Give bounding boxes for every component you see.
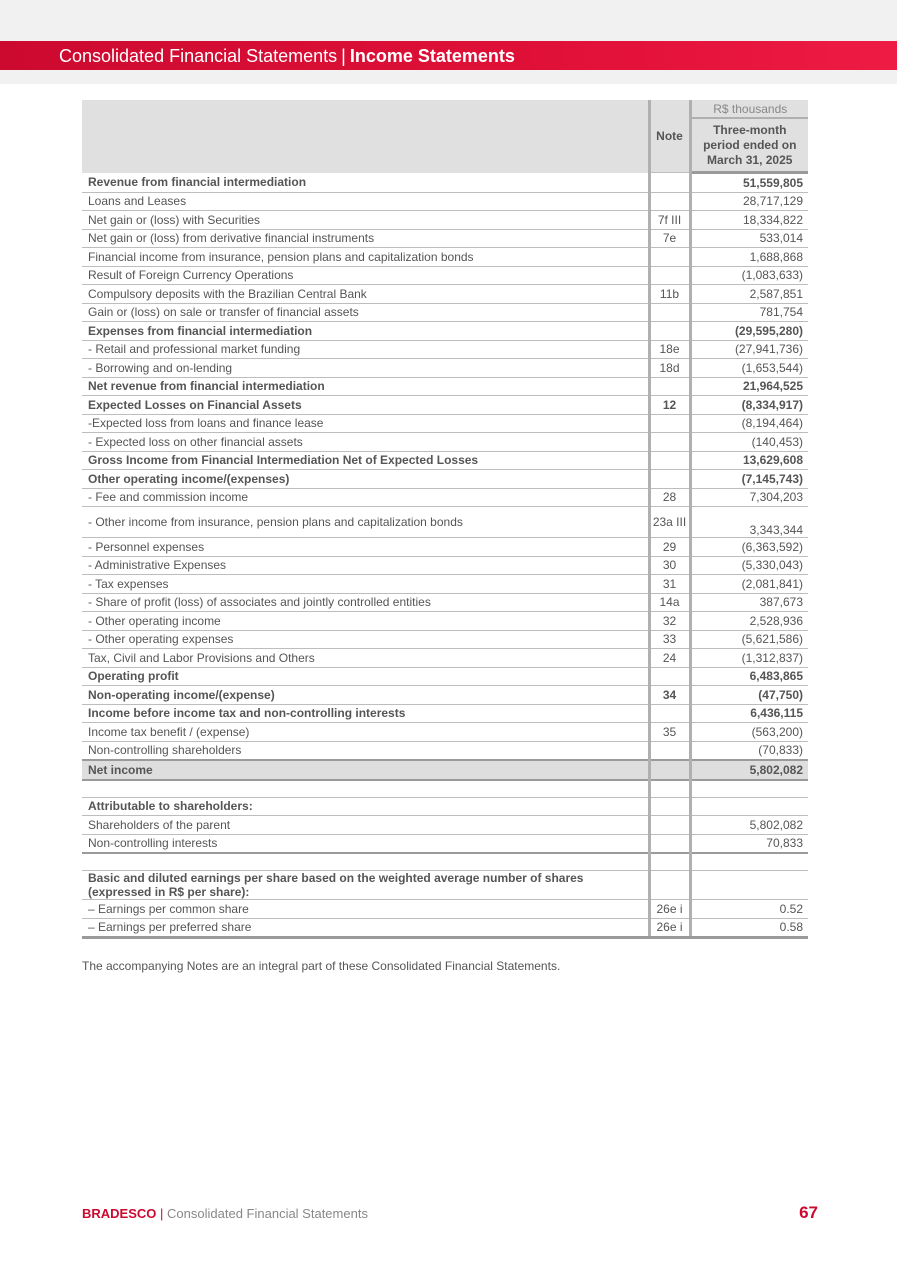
row-note: 23a III: [649, 507, 690, 538]
table-row: [82, 303, 808, 322]
row-value: [690, 797, 808, 816]
row-label: – Earnings per preferred share: [82, 918, 649, 938]
row-value: (70,833): [690, 741, 808, 760]
row-label: - Fee and commission income: [82, 488, 649, 507]
row-note: 26e i: [649, 918, 690, 938]
income-statement-table: [82, 100, 808, 939]
row-value: 6,436,115: [690, 704, 808, 723]
table-row: [82, 192, 808, 211]
table-row: [82, 451, 808, 470]
row-value: 2,528,936: [690, 612, 808, 631]
row-note: 34: [649, 686, 690, 705]
row-label: Result of Foreign Currency Operations: [82, 266, 649, 285]
row-note: 35: [649, 723, 690, 742]
page-number: 67: [799, 1203, 818, 1222]
spacer-row: [82, 853, 808, 871]
row-value: 5,802,082: [690, 760, 808, 780]
table-row: [82, 248, 808, 267]
row-note: [649, 470, 690, 489]
table-row: [82, 575, 808, 594]
row-value: (6,363,592): [690, 538, 808, 557]
table-row: [82, 340, 808, 359]
row-value: (1,312,837): [690, 649, 808, 668]
row-label: - Other income from insurance, pension plans and capitalization bonds: [82, 507, 649, 538]
row-value: 6,483,865: [690, 667, 808, 686]
row-label: Financial income from insurance, pension plans and capitalization bonds: [82, 248, 649, 267]
row-note: [649, 704, 690, 723]
row-note: 12: [649, 396, 690, 415]
row-label: - Other operating income: [82, 612, 649, 631]
row-note: [649, 173, 690, 193]
header-bar: [0, 41, 897, 70]
row-label: Loans and Leases: [82, 192, 649, 211]
table-row: [82, 556, 808, 575]
row-value: 387,673: [690, 593, 808, 612]
row-value: (8,194,464): [690, 414, 808, 433]
row-value: (27,941,736): [690, 340, 808, 359]
row-note: 33: [649, 630, 690, 649]
unit-label: R$ thousands: [690, 100, 808, 118]
row-label: - Share of profit (loss) of associates and jointly controlled entities: [82, 593, 649, 612]
row-label: Non-controlling interests: [82, 834, 649, 853]
row-label: Shareholders of the parent: [82, 816, 649, 835]
row-value: (5,621,586): [690, 630, 808, 649]
table-row: [82, 871, 808, 900]
row-label: Income tax benefit / (expense): [82, 723, 649, 742]
row-note: 24: [649, 649, 690, 668]
row-note: [649, 414, 690, 433]
row-label: Other operating income/(expenses): [82, 470, 649, 489]
row-value: 0.58: [690, 918, 808, 938]
row-label: Basic and diluted earnings per share based on the weighted average number of shares (expressed in R$ per share):: [82, 871, 649, 900]
header-separator: |: [341, 46, 346, 66]
footer-text: Consolidated Financial Statements: [167, 1206, 368, 1221]
row-note: 32: [649, 612, 690, 631]
table-row: [82, 173, 808, 193]
header-section: Consolidated Financial Statements: [59, 46, 338, 66]
row-value: (47,750): [690, 686, 808, 705]
page-header: [59, 46, 515, 66]
row-value: 51,559,805: [690, 173, 808, 193]
row-note: [649, 741, 690, 760]
header-title: Income Statements: [349, 46, 515, 66]
row-note: 29: [649, 538, 690, 557]
table-row: [82, 649, 808, 668]
row-note: 11b: [649, 285, 690, 304]
header-blank: [82, 100, 649, 173]
row-note: [649, 871, 690, 900]
row-label: - Expected loss on other financial assets: [82, 433, 649, 452]
table-row: [82, 593, 808, 612]
row-label: Non-operating income/(expense): [82, 686, 649, 705]
row-value: 5,802,082: [690, 816, 808, 835]
row-note: [649, 433, 690, 452]
row-note: [649, 451, 690, 470]
row-note: 26e i: [649, 900, 690, 919]
row-value: (2,081,841): [690, 575, 808, 594]
row-label: Compulsory deposits with the Brazilian Central Bank: [82, 285, 649, 304]
table-row: [82, 816, 808, 835]
row-note: [649, 834, 690, 853]
row-value: 781,754: [690, 303, 808, 322]
row-value: 13,629,608: [690, 451, 808, 470]
table-row: [82, 630, 808, 649]
table-row: [82, 322, 808, 341]
row-value: (29,595,280): [690, 322, 808, 341]
table-row: [82, 285, 808, 304]
row-note: 7f III: [649, 211, 690, 230]
row-label: Income before income tax and non-controlling interests: [82, 704, 649, 723]
row-value: 3,343,344: [690, 507, 808, 538]
row-label: - Administrative Expenses: [82, 556, 649, 575]
table-row: [82, 470, 808, 489]
row-note: [649, 303, 690, 322]
table-row: [82, 377, 808, 396]
row-note: 31: [649, 575, 690, 594]
table-row: [82, 507, 808, 538]
table-row: [82, 704, 808, 723]
row-value: 70,833: [690, 834, 808, 853]
table-row: [82, 359, 808, 378]
row-label: Expenses from financial intermediation: [82, 322, 649, 341]
row-label: Net gain or (loss) from derivative financial instruments: [82, 229, 649, 248]
row-label: Expected Losses on Financial Assets: [82, 396, 649, 415]
table-row: [82, 211, 808, 230]
row-value: [690, 871, 808, 900]
footer-separator: |: [160, 1206, 164, 1221]
net-income-row: [82, 760, 808, 780]
footer-brand: BRADESCO: [82, 1206, 157, 1221]
row-value: (7,145,743): [690, 470, 808, 489]
row-note: [649, 322, 690, 341]
row-note: 18d: [649, 359, 690, 378]
row-note: 7e: [649, 229, 690, 248]
row-note: 30: [649, 556, 690, 575]
table-row: [82, 723, 808, 742]
row-label: - Personnel expenses: [82, 538, 649, 557]
row-label: - Borrowing and on-lending: [82, 359, 649, 378]
row-value: 21,964,525: [690, 377, 808, 396]
row-value: 18,334,822: [690, 211, 808, 230]
row-value: (563,200): [690, 723, 808, 742]
table-row: [82, 900, 808, 919]
note-column-header: Note: [649, 100, 690, 173]
row-value: (5,330,043): [690, 556, 808, 575]
row-label: - Other operating expenses: [82, 630, 649, 649]
row-label: Revenue from financial intermediation: [82, 173, 649, 193]
row-note: 14a: [649, 593, 690, 612]
table-row: [82, 433, 808, 452]
row-label: Non-controlling shareholders: [82, 741, 649, 760]
row-value: 533,014: [690, 229, 808, 248]
row-value: 7,304,203: [690, 488, 808, 507]
spacer-row: [82, 780, 808, 798]
period-column-header: Three-month period ended on March 31, 2025: [690, 118, 808, 173]
table-row: [82, 918, 808, 938]
row-note: [649, 266, 690, 285]
row-value: (1,653,544): [690, 359, 808, 378]
table-row: [82, 741, 808, 760]
footnote: The accompanying Notes are an integral part of these Consolidated Financial Statements.: [82, 959, 561, 973]
row-value: 28,717,129: [690, 192, 808, 211]
page-footer: [82, 1206, 368, 1221]
row-label: - Tax expenses: [82, 575, 649, 594]
row-label: Gross Income from Financial Intermediation Net of Expected Losses: [82, 451, 649, 470]
table-row: [82, 686, 808, 705]
row-label: – Earnings per common share: [82, 900, 649, 919]
row-note: [649, 760, 690, 780]
row-note: [649, 192, 690, 211]
row-note: 18e: [649, 340, 690, 359]
row-label: Attributable to shareholders:: [82, 797, 649, 816]
row-label: Tax, Civil and Labor Provisions and Others: [82, 649, 649, 668]
row-note: [649, 248, 690, 267]
row-value: (140,453): [690, 433, 808, 452]
table-row: [82, 396, 808, 415]
table-row: [82, 612, 808, 631]
row-value: (1,083,633): [690, 266, 808, 285]
table-row: [82, 266, 808, 285]
row-label: Operating profit: [82, 667, 649, 686]
row-label: Gain or (loss) on sale or transfer of financial assets: [82, 303, 649, 322]
table-row: [82, 797, 808, 816]
row-note: [649, 797, 690, 816]
row-note: [649, 667, 690, 686]
row-value: 0.52: [690, 900, 808, 919]
row-value: 1,688,868: [690, 248, 808, 267]
row-label: Net gain or (loss) with Securities: [82, 211, 649, 230]
row-value: 2,587,851: [690, 285, 808, 304]
row-label: - Retail and professional market funding: [82, 340, 649, 359]
row-note: [649, 816, 690, 835]
row-label: Net income: [82, 760, 649, 780]
row-label: Net revenue from financial intermediation: [82, 377, 649, 396]
table-row: [82, 488, 808, 507]
row-note: 28: [649, 488, 690, 507]
row-note: [649, 377, 690, 396]
table-row: [82, 538, 808, 557]
row-value: (8,334,917): [690, 396, 808, 415]
table-row: [82, 229, 808, 248]
table-row: [82, 667, 808, 686]
row-label: -Expected loss from loans and finance lease: [82, 414, 649, 433]
table-row: [82, 414, 808, 433]
table-row: [82, 834, 808, 853]
